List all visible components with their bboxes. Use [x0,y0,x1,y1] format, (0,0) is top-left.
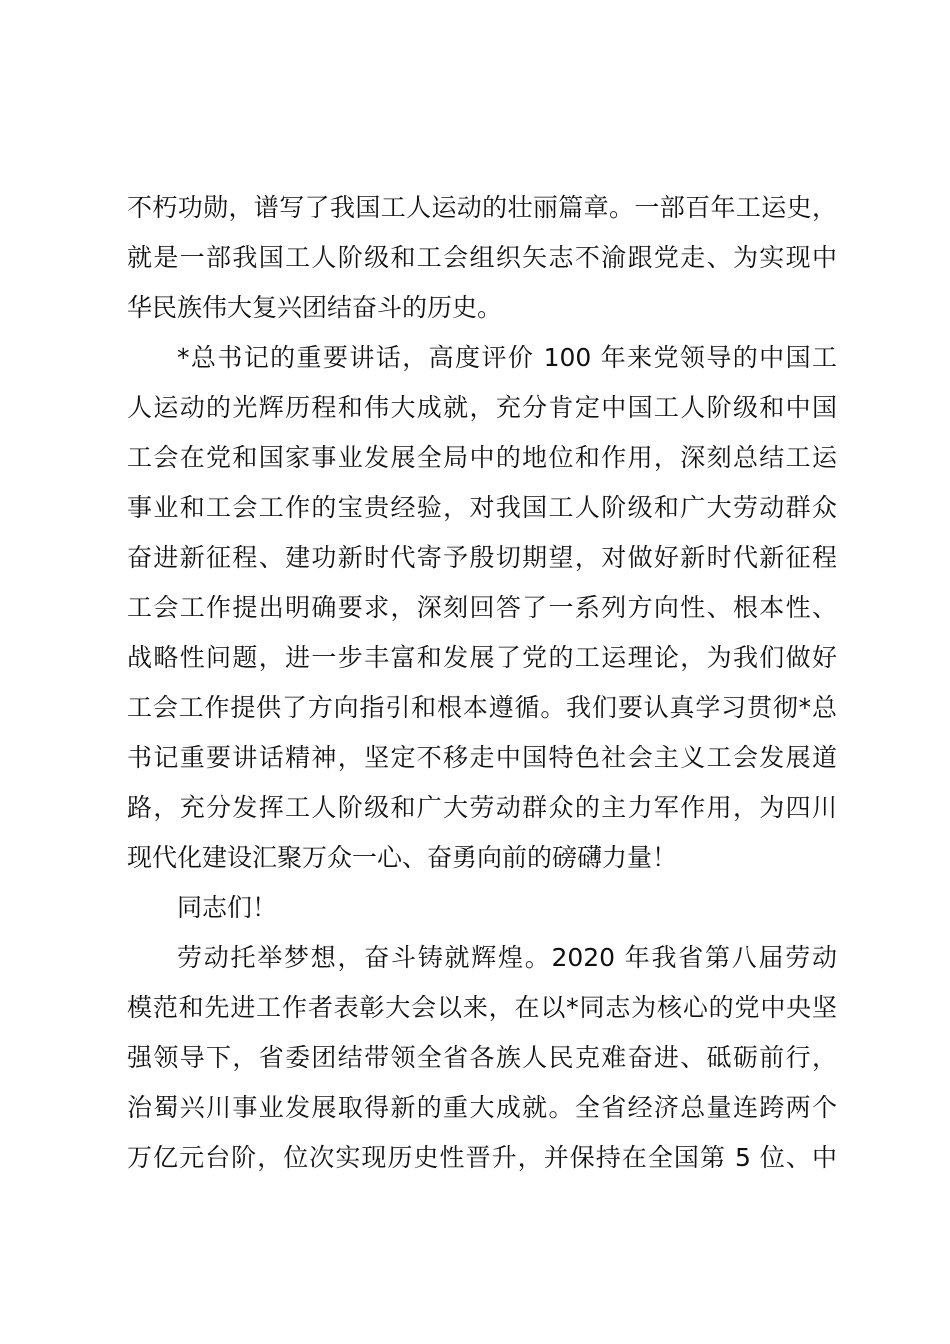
text-line: *总书记的重要讲话，高度评价 100 年来党领导的中国工 [177,343,837,372]
body-text [127,183,837,1183]
text-line: 奋进新征程、建功新时代寄予殷切期望，对做好新时代新征程 [127,543,837,572]
text-line: 同志们！ [177,893,278,922]
text-line: 强领导下，省委团结带领全省各族人民克难奋进、砥砺前行， [127,1043,837,1072]
text-line: 就是一部我国工人阶级和工会组织矢志不渝跟党走、为实现中 [127,243,837,272]
text-line: 书记重要讲话精神，坚定不移走中国特色社会主义工会发展道 [127,743,837,772]
text-line: 治蜀兴川事业发展取得新的重大成就。全省经济总量连跨两个 [127,1093,837,1122]
text-line: 路，充分发挥工人阶级和广大劳动群众的主力军作用，为四川 [127,793,837,822]
text-line: 工会工作提出明确要求，深刻回答了一系列方向性、根本性、 [127,593,837,622]
text-line: 事业和工会工作的宝贵经验，对我国工人阶级和广大劳动群众 [127,493,837,522]
text-line: 战略性问题，进一步丰富和发展了党的工运理论，为我们做好 [127,643,837,672]
text-line: 万亿元台阶，位次实现历史性晋升，并保持在全国第 5 位、中 [127,1143,837,1172]
text-line: 工会在党和国家事业发展全局中的地位和作用，深刻总结工运 [127,443,837,472]
text-line: 模范和先进工作者表彰大会以来，在以*同志为核心的党中央坚 [127,993,837,1022]
text-line: 现代化建设汇聚万众一心、奋勇向前的磅礴力量！ [127,843,678,872]
text-line: 劳动托举梦想，奋斗铸就辉煌。2020 年我省第八届劳动 [177,943,837,972]
text-line: 工会工作提供了方向指引和根本遵循。我们要认真学习贯彻*总 [127,693,837,722]
text-line: 不朽功勋，谱写了我国工人运动的壮丽篇章。一部百年工运史， [127,193,837,222]
text-line: 华民族伟大复兴团结奋斗的历史。 [127,293,503,322]
text-line: 人运动的光辉历程和伟大成就，充分肯定中国工人阶级和中国 [127,393,837,422]
